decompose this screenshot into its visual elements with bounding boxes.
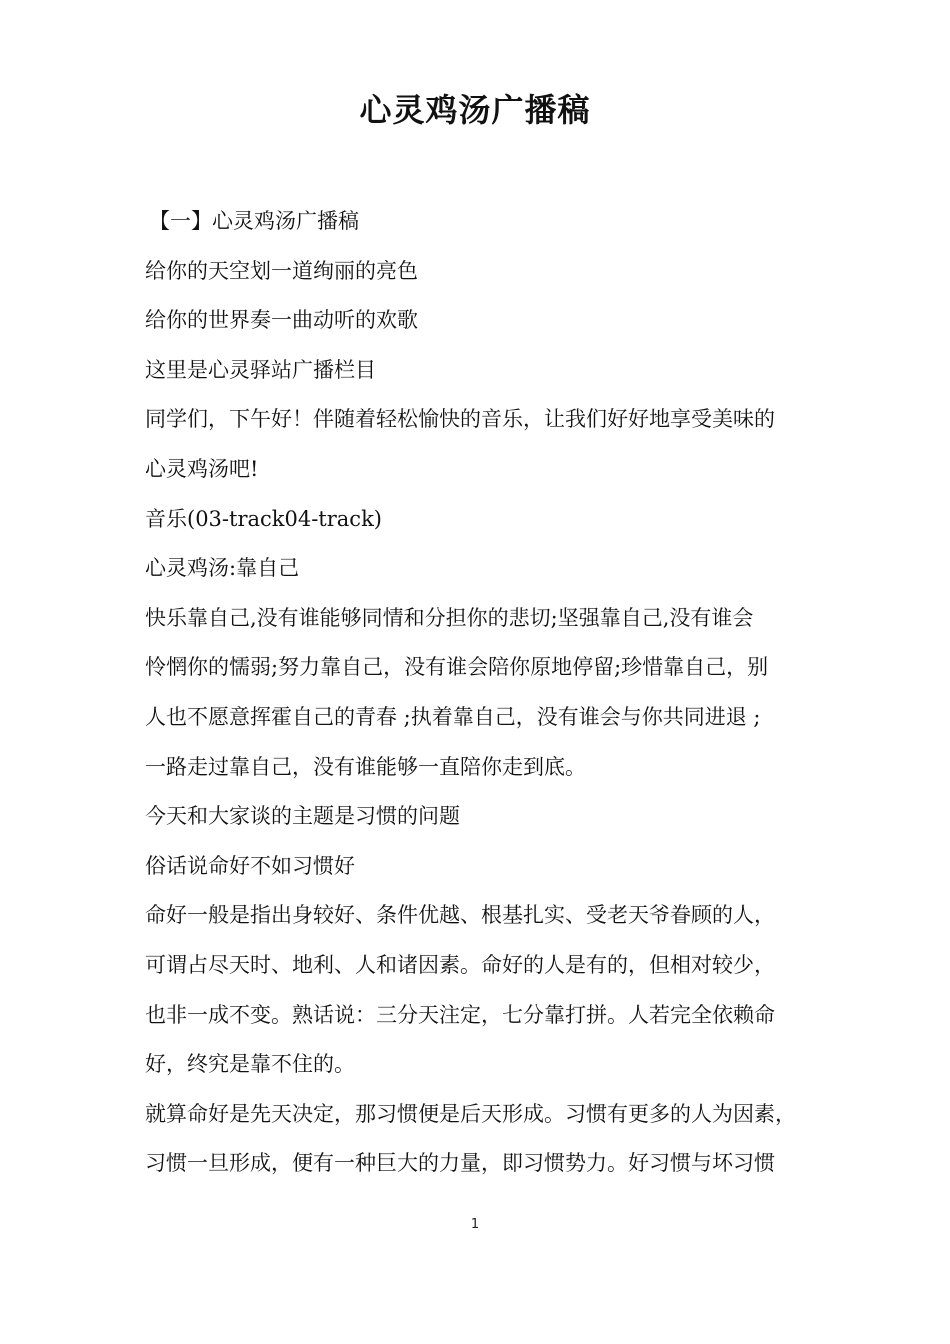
paragraph-line: 俗话说命好不如习惯好 — [145, 853, 355, 878]
paragraph-line: 给你的世界奏一曲动听的欢歌 — [145, 308, 418, 333]
paragraph-line: 心灵鸡汤吧! — [145, 456, 259, 481]
document-body — [145, 197, 825, 1189]
page-number: 1 — [470, 1217, 480, 1232]
paragraph-line: 也非一成不变。熟话说：三分天注定，七分靠打拼。人若完全依赖命 — [145, 1002, 775, 1027]
section-heading: 【一】心灵鸡汤广播稿 — [149, 209, 359, 233]
paragraph-line: 怜惘你的懦弱;努力靠自己，没有谁会陪你原地停留;珍惜靠自己，别 — [145, 655, 769, 680]
paragraph-line: 这里是心灵驿站广播栏目 — [145, 357, 376, 382]
paragraph-line: 习惯一旦形成，便有一种巨大的力量，即习惯势力。好习惯与坏习惯 — [145, 1151, 775, 1176]
paragraph-line: 音乐(03-track04-track) — [145, 506, 382, 531]
paragraph-line: 人也不愿意挥霍自己的青春 ;执着靠自己，没有谁会与你共同进退 ; — [145, 704, 761, 729]
paragraph-line: 就算命好是先天决定，那习惯便是后天形成。习惯有更多的人为因素， — [145, 1101, 796, 1126]
paragraph-line: 今天和大家谈的主题是习惯的问题 — [145, 804, 460, 829]
paragraph-line: 给你的天空划一道绚丽的亮色 — [145, 258, 418, 283]
paragraph-line: 命好一般是指出身较好、条件优越、根基扎实、受老天爷眷顾的人， — [145, 903, 775, 928]
paragraph-line: 可谓占尽天时、地利、人和诸因素。命好的人是有的，但相对较少， — [145, 952, 775, 977]
paragraph-line: 同学们，下午好！伴随着轻松愉快的音乐，让我们好好地享受美味的 — [145, 407, 775, 432]
paragraph-line: 一路走过靠自己，没有谁能够一直陪你走到底。 — [145, 754, 586, 779]
paragraph-line: 好，终究是靠不住的。 — [145, 1052, 355, 1077]
paragraph-line: 心灵鸡汤:靠自己 — [145, 556, 300, 581]
document-title: 心灵鸡汤广播稿 — [359, 91, 591, 129]
paragraph-line: 快乐靠自己,没有谁能够同情和分担你的悲切;坚强靠自己,没有谁会 — [145, 605, 754, 630]
